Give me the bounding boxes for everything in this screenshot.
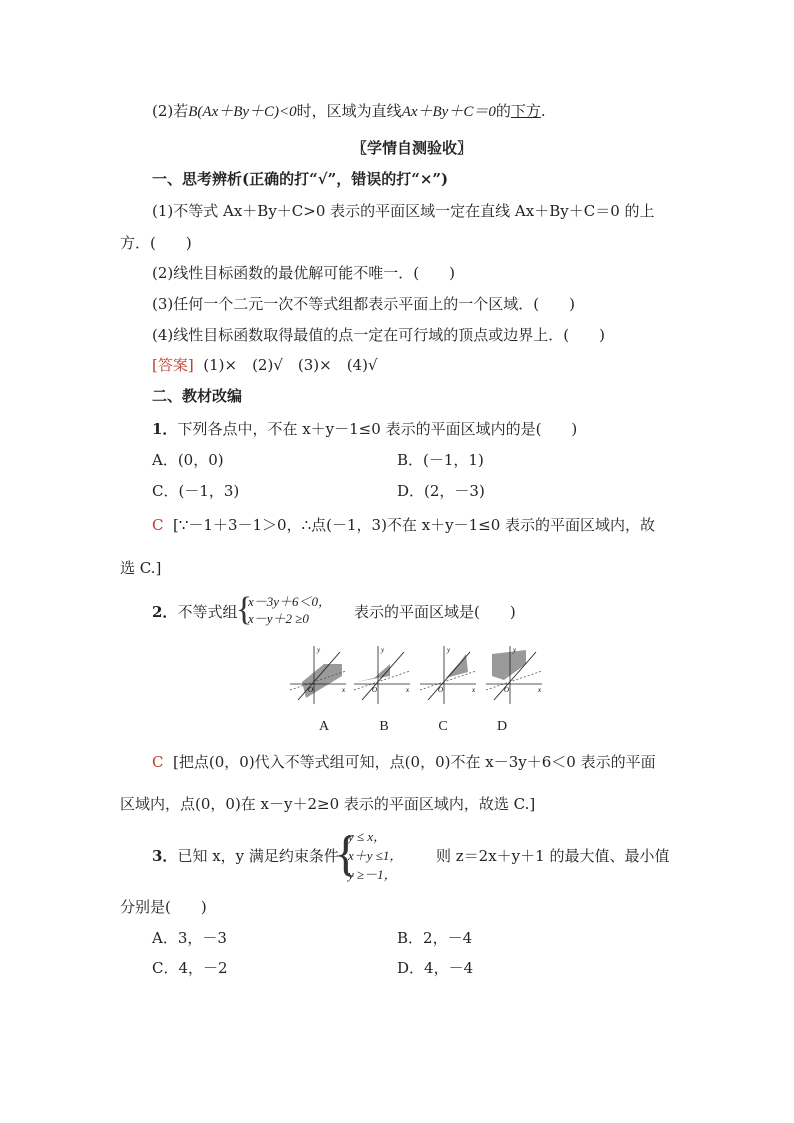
q1-option-b: B．(－1，1) xyxy=(397,451,484,469)
q2-explain: C [把点(0，0)代入不等式组可知，点(0，0)不在 x－3y＋6＜0 表示的平面 xyxy=(152,753,656,771)
graph-c xyxy=(420,646,476,704)
q3-system-line-2: x＋y ≤1， xyxy=(348,848,403,863)
svg-text:x: x xyxy=(406,686,410,694)
part1-item-1-cont: 方．( ) xyxy=(120,234,192,252)
q3-system-line-3: y ≥－1， xyxy=(348,867,397,882)
q3-brace: { xyxy=(334,825,358,881)
q3-option-a: A．3，－3 xyxy=(152,929,227,947)
graph-label-a: A xyxy=(318,719,330,734)
q3-system-line-1: y ≤ x， xyxy=(348,829,387,844)
q1-stem: 1．下列各点中，不在 x＋y－1≤0 表示的平面区域内的是( ) xyxy=(152,420,578,438)
graph-label-b: B xyxy=(379,719,389,734)
bracket-left-icon: 〖 xyxy=(352,139,368,157)
graph-d xyxy=(486,646,542,704)
svg-text:O: O xyxy=(504,686,510,694)
graph-label-d: D xyxy=(496,719,508,734)
q2-stem-pre: 2．不等式组 xyxy=(152,603,238,621)
svg-text:O: O xyxy=(372,686,378,694)
svg-text:x: x xyxy=(342,686,346,694)
q2-stem-post: 表示的平面区域是( ) xyxy=(354,603,516,621)
svg-text:x: x xyxy=(538,686,542,694)
q1-answer: C xyxy=(152,516,164,534)
svg-text:O: O xyxy=(308,686,314,694)
q2-graphs xyxy=(284,640,546,712)
q1-explain-cont: 选 C.] xyxy=(120,559,162,577)
part1-answer: [答案] (1)× (2)√ (3)× (4)√ xyxy=(152,356,378,374)
part1-item-1: (1)不等式 Ax＋By＋C>0 表示的平面区域一定在直线 Ax＋By＋C＝0 的上 xyxy=(152,202,655,220)
q1-option-d: D．(2，－3) xyxy=(397,482,485,500)
q3-option-b: B．2，－4 xyxy=(397,929,473,947)
q3-stem-line2: 分别是( ) xyxy=(120,898,207,916)
q2-system-line-1: x－3y＋6＜0， xyxy=(248,594,332,609)
q2-system-line-2: x－y＋2 ≥0 xyxy=(248,611,309,626)
q2-explain-cont: 区域内，点(0，0)在 x－y＋2≥0 表示的平面区域内，故选 C.] xyxy=(120,795,536,813)
q3-stem-pre: 3．已知 x，y 满足约束条件 xyxy=(152,847,339,865)
answer-tag: [答案] xyxy=(152,356,194,374)
part1-title: 一、思考辨析(正确的打“√”，错误的打“×”) xyxy=(152,170,449,188)
part1-item-2: (2)线性目标函数的最优解可能不唯一．( ) xyxy=(152,264,455,282)
section-header: 〖学情自测验收〗 xyxy=(352,139,473,157)
q1-explain: C [∵－1＋3－1＞0，∴点(－1，3)不在 x＋y－1≤0 表示的平面区域内，故 xyxy=(152,516,656,534)
svg-text:y: y xyxy=(381,646,385,654)
q3-option-d: D．4，－4 xyxy=(397,959,474,977)
svg-text:y: y xyxy=(513,646,517,654)
graph-a xyxy=(290,646,346,704)
part1-item-3: (3)任何一个二元一次不等式组都表示平面上的一个区域．( ) xyxy=(152,295,575,313)
q2-answer: C xyxy=(152,753,164,771)
svg-text:y: y xyxy=(317,646,321,654)
q3-stem-post: 则 z＝2x＋y＋1 的最大值、最小值 xyxy=(436,847,670,865)
q2-brace: { xyxy=(236,591,253,628)
graph-b xyxy=(354,646,410,704)
svg-text:x: x xyxy=(472,686,476,694)
top-line: (2)若B(Ax＋By＋C)<0时，区域为直线Ax＋By＋C＝0的下方. xyxy=(152,102,546,120)
graph-d-shaded-region xyxy=(492,650,526,680)
bracket-right-icon: 〗 xyxy=(457,139,473,157)
graph-label-c: C xyxy=(438,719,448,734)
q1-option-a: A．(0，0) xyxy=(152,451,224,469)
part1-item-4: (4)线性目标函数取得最值的点一定在可行域的顶点或边界上．( ) xyxy=(152,326,605,344)
q1-option-c: C．(－1，3) xyxy=(152,482,240,500)
q3-option-c: C．4，－2 xyxy=(152,959,228,977)
svg-text:y: y xyxy=(447,646,451,654)
svg-text:O: O xyxy=(438,686,444,694)
part2-title: 二、教材改编 xyxy=(152,387,243,405)
